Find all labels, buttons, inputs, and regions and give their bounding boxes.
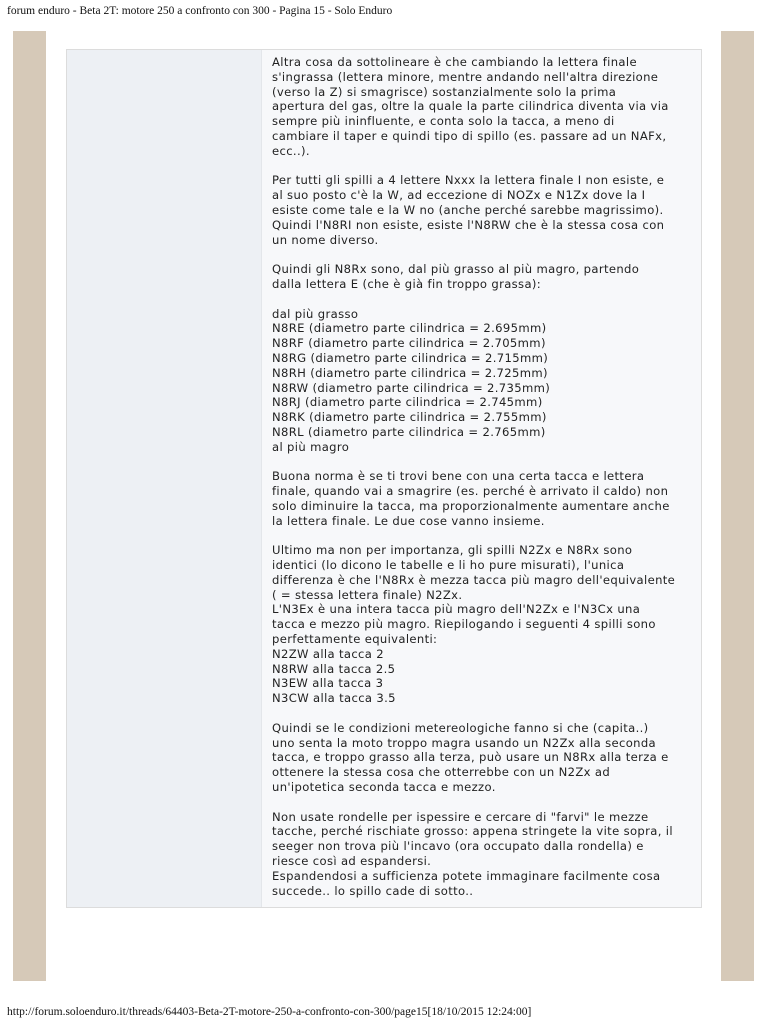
post-text-line: Quindi l'N8RI non esiste, esiste l'N8RW che è la stessa cosa con	[272, 217, 665, 232]
post-text-line: succede.. lo spillo cade di sotto..	[272, 883, 474, 898]
post-text-line: s'ingrassa (lettera minore, mentre andando nell'altra direzione	[272, 69, 659, 84]
post-text-line: ecc..).	[272, 143, 310, 158]
post-text-line: la lettera finale. Le due cose vanno insieme.	[272, 513, 545, 528]
post-text-line: solo diminuire la tacca, ma proporzionalmente aumentare anche	[272, 498, 670, 513]
post-text-line: N8RG (diametro parte cilindrica = 2.715mm)	[272, 350, 549, 365]
post-text-line: N8RE (diametro parte cilindrica = 2.695mm)	[272, 321, 547, 336]
post-text-line: cambiare il taper e quindi tipo di spillo (es. passare ad un NAFx,	[272, 128, 667, 143]
post-paragraph	[272, 543, 696, 706]
post-text-line: L'N3Ex è una intera tacca più magro dell'N2Zx e l'N3Cx una	[272, 602, 641, 617]
forum-post	[66, 49, 702, 908]
post-text-line: N3CW alla tacca 3.5	[272, 691, 396, 706]
print-footer: http://forum.soloenduro.it/threads/64403-Beta-2T-motore-250-a-confronto-con-300/page15[18/10/2015 12:24:00]	[7, 1006, 532, 1018]
post-text-line: al più magro	[272, 439, 350, 454]
post-paragraph	[272, 810, 696, 899]
post-text-line: dal più grasso	[272, 306, 359, 321]
post-text-line: N8RL (diametro parte cilindrica = 2.765mm)	[272, 424, 546, 439]
post-text-line: identici (lo dicono le tabelle e li ho pure misurati), l'unica	[272, 558, 625, 573]
post-paragraph	[272, 262, 696, 292]
post-text-line: un'ipotetica seconda tacca e mezzo.	[272, 780, 496, 795]
post-message	[272, 55, 696, 913]
post-text-line: Buona norma è se ti trovi bene con una certa tacca e lettera	[272, 469, 645, 484]
post-text-line: finale, quando vai a smagrire (es. perché è arrivato il caldo) non	[272, 484, 669, 499]
post-text-line: N8RW alla tacca 2.5	[272, 661, 396, 676]
post-text-line: al suo posto c'è la W, ad eccezione di NOZx e N1Zx dove la I	[272, 188, 646, 203]
post-paragraph	[272, 469, 696, 528]
post-text-line: Altra cosa da sottolineare è che cambiando la lettera finale	[272, 55, 637, 69]
post-text-line: tacche, perché rischiate grosso: appena stringete la vite sopra, il	[272, 824, 673, 839]
post-text-line: sempre più ininfluente, e conta solo la tacca, a meno di	[272, 114, 615, 129]
post-text-line: Non usate rondelle per ispessire e cercare di "farvi" le mezze	[272, 809, 649, 824]
right-side-band	[721, 31, 754, 981]
post-text-line: dalla lettera E (che è già fin troppo grassa):	[272, 276, 542, 291]
post-text-line: N8RF (diametro parte cilindrica = 2.705mm)	[272, 336, 546, 351]
print-header: forum enduro - Beta 2T: motore 250 a confronto con 300 - Pagina 15 - Solo Enduro	[7, 5, 393, 17]
post-text-line: un nome diverso.	[272, 232, 379, 247]
post-paragraph	[272, 173, 696, 247]
post-text-line: perfettamente equivalenti:	[272, 632, 438, 647]
post-paragraph	[272, 307, 696, 455]
post-text-line: (verso la Z) si smagrisce) sostanzialmente solo la prima	[272, 84, 617, 99]
post-text-line: N3EW alla tacca 3	[272, 676, 384, 691]
post-text-line: Espandendosi a sufficienza potete immaginare facilmente cosa	[272, 868, 661, 883]
post-text-line: riesce così ad espandersi.	[272, 854, 432, 869]
post-text-line: tacca, e troppo grasso alla terza, può usare un N8Rx alla terza e	[272, 750, 669, 765]
post-text-line: ( = stessa lettera finale) N2Zx.	[272, 587, 463, 602]
left-side-band	[13, 31, 46, 981]
post-text-line: esiste come tale e la W no (anche perché sarebbe magrissimo).	[272, 202, 664, 217]
post-text-line: N2ZW alla tacca 2	[272, 646, 384, 661]
post-text-line: ottenere la stessa cosa che otterrebbe con un N2Zx ad	[272, 765, 611, 780]
post-text-line: Ultimo ma non per importanza, gli spilli N2Zx e N8Rx sono	[272, 543, 633, 558]
post-text-line: apertura del gas, oltre la quale la parte cilindrica diventa via via	[272, 99, 669, 114]
post-text-line: differenza è che l'N8Rx è mezza tacca più magro dell'equivalente	[272, 572, 676, 587]
post-text-line: tacca e mezzo più magro. Riepilogando i seguenti 4 spilli sono	[272, 617, 656, 632]
post-paragraph	[272, 721, 696, 795]
post-text-line: Quindi gli N8Rx sono, dal più grasso al più magro, partendo	[272, 262, 640, 277]
post-text-line: N8RW (diametro parte cilindrica = 2.735mm)	[272, 380, 551, 395]
post-text-line: seeger non trova più l'incavo (ora occupato dalla rondella) e	[272, 839, 644, 854]
post-text-line: N8RJ (diametro parte cilindrica = 2.745mm)	[272, 395, 543, 410]
post-text-line: N8RH (diametro parte cilindrica = 2.725mm)	[272, 365, 548, 380]
post-text-line: N8RK (diametro parte cilindrica = 2.755mm)	[272, 410, 547, 425]
post-user-column	[67, 50, 262, 907]
post-paragraph	[272, 55, 696, 159]
post-text-line: Quindi se le condizioni metereologiche fanno si che (capita..)	[272, 720, 649, 735]
post-text-line: Per tutti gli spilli a 4 lettere Nxxx la lettera finale I non esiste, e	[272, 173, 665, 188]
post-text-line: uno senta la moto troppo magra usando un N2Zx alla seconda	[272, 735, 657, 750]
